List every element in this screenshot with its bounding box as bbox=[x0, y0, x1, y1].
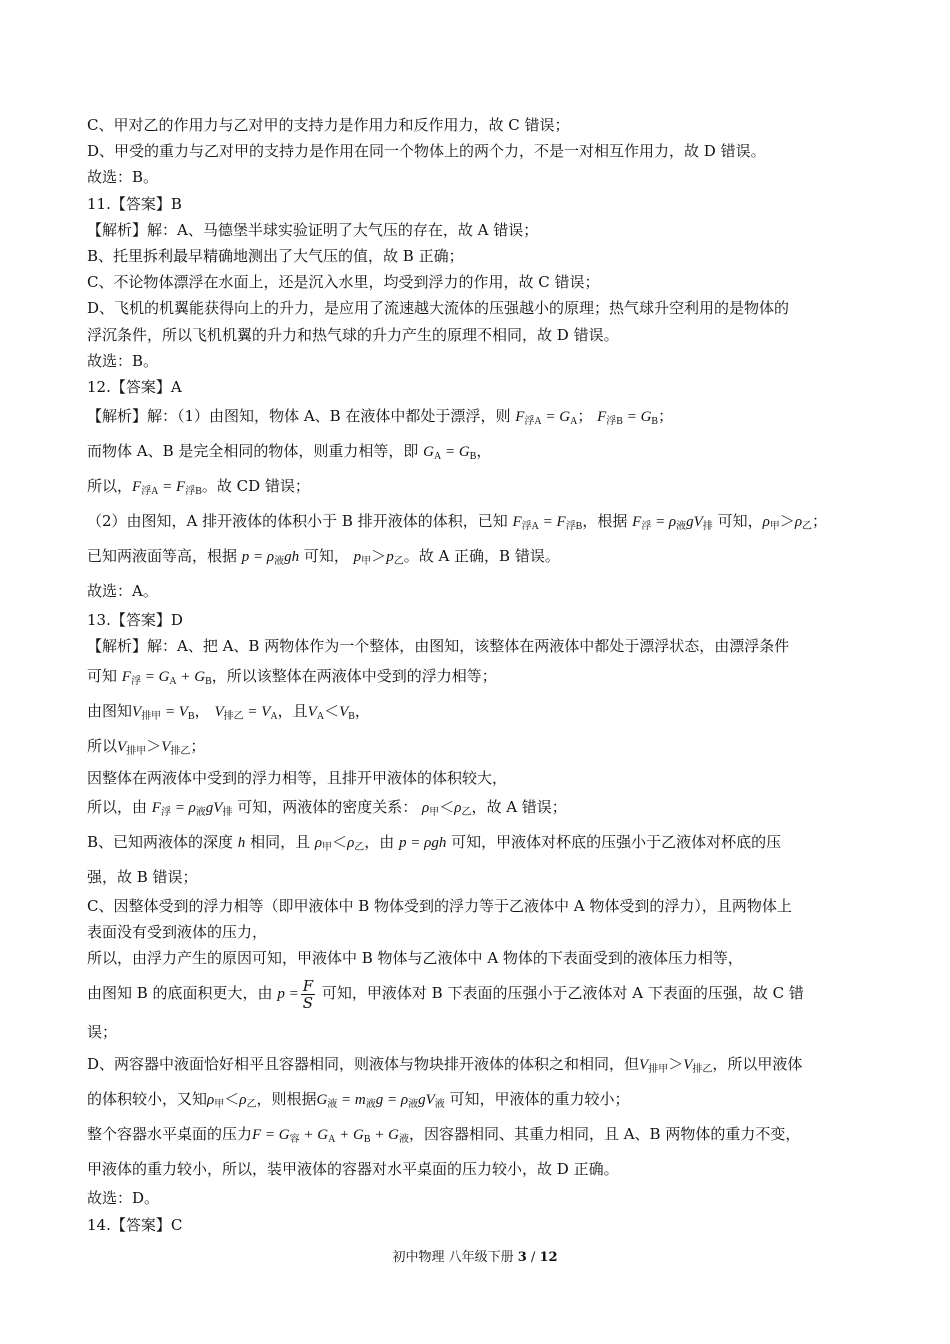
answer-heading: 14.【答案】C bbox=[87, 1215, 183, 1234]
q12-line-1: 【解析】解：（1）由图知，物体 A、B 在液体中都处于漂浮，则 $F_{浮A} = G_A$； $F_{浮B} = G_B$； bbox=[87, 407, 674, 428]
footer-title: 初中物理 八年级下册 bbox=[392, 1250, 518, 1265]
text-line: 故选：D。 bbox=[87, 1189, 160, 1208]
text-line: 【解析】解：A、马德堡半球实验证明了大气压的存在，故 A 错误； bbox=[87, 220, 539, 239]
page-total: 12 bbox=[539, 1250, 558, 1265]
q13-line-14: D、两容器中液面恰好相平且容器相同，则液体与物块排开液体的体积之和相同，但$V_{排甲}>V_{排乙}$，所以甲液体 bbox=[87, 1055, 803, 1076]
text-line: 所以，由浮力产生的原因可知，甲液体中 B 物体与乙液体中 A 物体的下表面受到的液体压力相等， bbox=[87, 949, 743, 968]
text-line: 误； bbox=[87, 1023, 118, 1042]
q13-line-6: 所以，由 $F_浮 = \rho_液gV_排$ 可知，两液体的密度关系： $\rho_甲<\rho_乙$，故 A 错误； bbox=[87, 797, 567, 818]
answer-content bbox=[87, 112, 867, 1238]
text-line: 故选：B。 bbox=[87, 168, 159, 187]
text-line: 表面没有受到液体的压力， bbox=[87, 923, 268, 942]
text-line: C、甲对乙的作用力与乙对甲的支持力是作用力和反作用力，故 C 错误； bbox=[87, 116, 570, 134]
text-line: D、飞机的机翼能获得向上的升力，是应用了流速越大流体的压强越小的原理；热气球升空利用的是物体的 bbox=[87, 299, 790, 318]
text-line: 【解析】解：A、把 A、B 两物体作为一个整体，由图知，该整体在两液体中都处于漂浮状态，由漂浮条件 bbox=[87, 637, 790, 656]
text-line: B、托里拆利最早精确地测出了大气压的值，故 B 正确； bbox=[87, 247, 464, 266]
page-footer: 初中物理 八年级下册 3 / 12 bbox=[392, 1250, 558, 1265]
q12-line-5: 已知两液面等高，根据 $p = \rho_液gh$ 可知， $p_甲>p_乙$。故 A 正确，B 错误。 bbox=[87, 547, 560, 568]
text-line: C、不论物体漂浮在水面上，还是沉入水里，均受到浮力的作用，故 C 错误； bbox=[87, 273, 600, 292]
text-line: C、因整体受到的浮力相等（即甲液体中 B 物体受到的浮力等于乙液体中 A 物体受到的浮力），且两物体上 bbox=[87, 896, 792, 915]
page-number: 3 bbox=[517, 1250, 527, 1265]
q13-line-15: 的体积较小，又知$\rho_甲<\rho_乙$，则根据$G_液 = m_液g = \rho_液gV_液$ 可知，甲液体的重力较小； bbox=[87, 1090, 630, 1111]
text-line: D、甲受的重力与乙对甲的支持力是作用在同一个物体上的两个力，不是一对相互作用力，故 D 错误。 bbox=[87, 142, 766, 161]
q13-line-4: 所以$V_{排甲}>V_{排乙}$； bbox=[87, 736, 206, 757]
answer-heading: 11.【答案】B bbox=[87, 194, 182, 213]
fraction: $\frac{F}{S}$ bbox=[302, 976, 314, 1012]
q12-line-2: 而物体 A、B 是完全相同的物体，则重力相等，即 $G_A = G_B$， bbox=[87, 442, 492, 463]
text-line: 浮沉条件，所以飞机机翼的升力和热气球的升力产生的原理不相同，故 D 错误。 bbox=[87, 325, 619, 344]
q13-line-16: 整个容器水平桌面的压力$F = G_容 + G_A + G_B + G_液$，因容器相同、其重力相同，且 A、B 两物体的重力不变， bbox=[87, 1125, 801, 1146]
q12-line-4: （2）由图知，A 排开液体的体积小于 B 排开液体的体积，已知 $F_{浮A} = F_{浮B}$，根据 $F_浮 = \rho_液gV_排$ 可知，$\rho_甲>\rho_乙$； bbox=[87, 512, 828, 533]
answer-heading: 12.【答案】A bbox=[87, 378, 182, 397]
q13-line-2: 可知 $F_浮 = G_A + G_B$，所以该整体在两液体中受到的浮力相等； bbox=[87, 666, 497, 687]
text-line: 故选：A。 bbox=[87, 582, 158, 601]
text-line: 因整体在两液体中受到的浮力相等，且排开甲液体的体积较大， bbox=[87, 768, 508, 787]
q13-line-12: 由图知 B 的底面积更大，由 p = $\frac{F}{S}$ 可知，甲液体对 B 下表面的压强小于乙液体对 A 下表面的压强，故 C 错 bbox=[87, 976, 804, 1012]
q13-line-7: B、已知两液体的深度 h 相同，且 $\rho_甲<\rho_乙$，由 p = ρgh 可知，甲液体对杯底的压强小于乙液体对杯底的压 bbox=[87, 832, 782, 853]
text-line: 强，故 B 错误； bbox=[87, 867, 198, 886]
text-line: 故选：B。 bbox=[87, 351, 159, 370]
text-line: 甲液体的重力较小，所以，装甲液体的容器对水平桌面的压力较小，故 D 正确。 bbox=[87, 1160, 619, 1179]
q12-line-3: 所以，$F_{浮A} = F_{浮B}$。故 CD 错误； bbox=[87, 477, 310, 498]
answer-heading: 13.【答案】D bbox=[87, 611, 183, 630]
q13-line-3: 由图知$V_{排甲} = V_B$， $V_{排乙} = V_A$，且$V_A<V_B$， bbox=[87, 701, 370, 722]
